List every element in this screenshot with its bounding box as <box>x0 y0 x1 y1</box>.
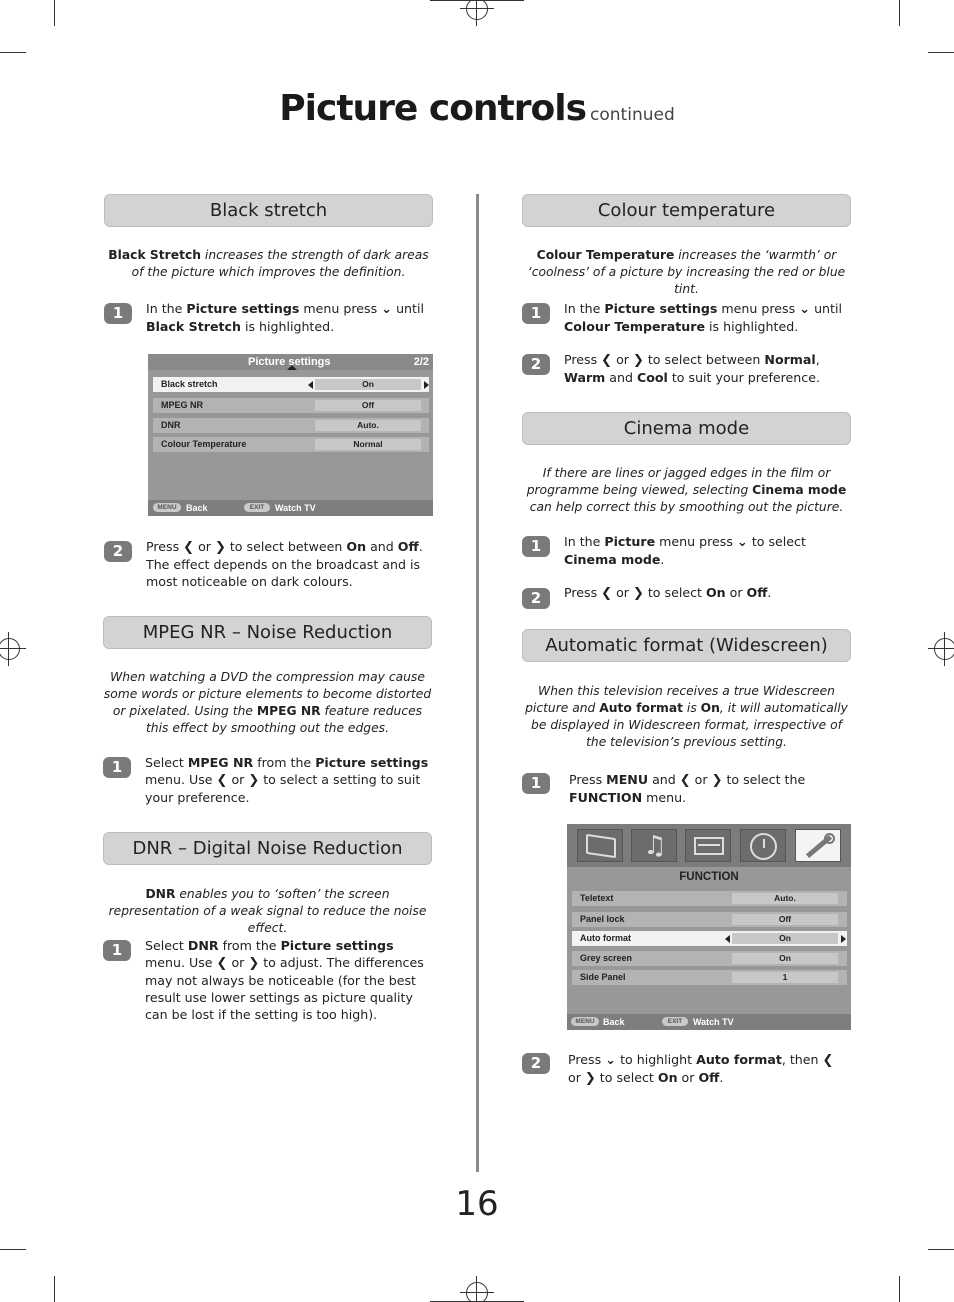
page-title <box>0 88 954 129</box>
crop-mark <box>54 1276 55 1302</box>
right-arrow-icon: ❯ <box>632 353 644 368</box>
registration-mark <box>460 0 494 26</box>
page-number: 16 <box>455 1184 499 1224</box>
left-arrow-icon: ❮ <box>679 773 691 788</box>
auto-format-intro: When this television receives a true Widescreen picture and Auto format is On, it will automatically be displayed in Widescreen format, irrespective of the television’s previous setting. <box>525 684 848 749</box>
screen-page-indicator: 2/2 <box>413 356 429 368</box>
exit-key: EXIT <box>662 1017 688 1026</box>
picture-settings-screen <box>148 354 433 516</box>
menu-row-panel-lock[interactable]: Panel lock Off <box>572 912 847 927</box>
auto-format-step-1: Press MENU and ❮ or ❯ to select the FUNCTION menu. <box>569 772 806 805</box>
watch-tv-label: Watch TV <box>275 503 316 513</box>
registration-mark <box>0 632 26 666</box>
function-icon[interactable] <box>795 829 841 862</box>
crop-mark <box>0 52 26 53</box>
intro-text: increases the strength of dark areas of the picture which improves the definition. <box>131 248 429 279</box>
right-arrow-icon: ❯ <box>584 1071 596 1086</box>
cinema-mode-step-2: Press ❮ or ❯ to select On or Off. <box>564 585 772 601</box>
function-menu-screen <box>567 824 851 1030</box>
dnr-intro: DNR enables you to ‘soften’ the screen representation of a weak signal to reduce the noise effect. <box>108 887 427 935</box>
black-stretch-step-1: In the Picture settings menu press ⌄ until Black Stretch is highlighted. <box>146 301 424 334</box>
crop-mark <box>0 1249 26 1250</box>
down-arrow-icon: ⌄ <box>736 535 748 550</box>
mpeg-nr-heading: MPEG NR – Noise Reduction <box>103 616 432 649</box>
menu-row-teletext[interactable]: Teletext Auto. <box>572 891 847 906</box>
screen-footer <box>148 500 433 516</box>
dnr-heading: DNR – Digital Noise Reduction <box>103 832 432 865</box>
screen-title: Picture settings <box>248 356 331 368</box>
crop-mark <box>928 1249 954 1250</box>
left-arrow-icon: ❮ <box>216 956 228 971</box>
crop-mark <box>928 52 954 53</box>
black-stretch-step-2: Press ❮ or ❯ to select between On and Off. The effect depends on the broadcast and is most noticeable on dark colours. <box>146 539 423 589</box>
picture-icon[interactable] <box>577 829 623 862</box>
step-number-badge: 1 <box>522 773 550 794</box>
mpeg-nr-intro: When watching a DVD the compression may cause some words or picture elements to become distorted or pixelated. Using the MPEG NR feature reduces this effect by smoothing out the edges. <box>103 670 432 735</box>
black-stretch-heading: Black stretch <box>104 194 433 227</box>
right-arrow-icon: ❯ <box>632 586 644 601</box>
step-number-badge: 1 <box>104 303 132 324</box>
menu-row-dnr[interactable]: DNR Auto. <box>153 418 429 433</box>
left-arrow-icon <box>725 935 730 943</box>
watch-tv-label: Watch TV <box>693 1017 734 1027</box>
registration-mark <box>928 632 954 666</box>
right-arrow-icon: ❯ <box>214 540 226 555</box>
down-arrow-icon: ⌄ <box>605 1053 617 1068</box>
step-number-badge: 2 <box>522 588 550 609</box>
right-arrow-icon <box>841 935 846 943</box>
intro-bold: Black Stretch <box>108 248 201 262</box>
crop-mark <box>899 0 900 26</box>
colour-temperature-intro: Colour Temperature increases the ‘warmth’ or ‘coolness’ of a picture by increasing the red or blue tint. <box>527 248 846 296</box>
cinema-mode-intro: If there are lines or jagged edges in the film or programme being viewed, selecting Cinema mode can help correct this by smoothing out the picture. <box>526 466 847 514</box>
menu-row-colour-temperature[interactable]: Colour Temperature Normal <box>153 437 429 452</box>
cinema-mode-heading: Cinema mode <box>522 412 851 445</box>
page-title-suffix: continued <box>590 105 675 125</box>
menu-key: MENU <box>571 1017 599 1026</box>
left-arrow-icon: ❮ <box>601 586 613 601</box>
mpeg-nr-step-1: Select MPEG NR from the Picture settings menu. Use ❮ or ❯ to select a setting to suit your preference. <box>145 755 429 805</box>
right-arrow-icon: ❯ <box>248 956 260 971</box>
crop-mark <box>899 1276 900 1302</box>
up-arrow-icon <box>287 365 297 370</box>
cinema-mode-step-1: In the Picture menu press ⌄ to select Cinema mode. <box>564 534 806 567</box>
registration-mark <box>460 1276 494 1302</box>
left-arrow-icon: ❮ <box>216 773 228 788</box>
setup-icon[interactable] <box>685 829 731 862</box>
menu-row-grey-screen[interactable]: Grey screen On <box>572 951 847 966</box>
step-number-badge: 1 <box>103 940 131 961</box>
step-number-badge: 1 <box>103 757 131 778</box>
menu-row-side-panel[interactable]: Side Panel 1 <box>572 970 847 985</box>
step-number-badge: 1 <box>522 536 550 557</box>
exit-key: EXIT <box>244 503 270 512</box>
back-label: Back <box>603 1017 625 1027</box>
left-arrow-icon: ❮ <box>183 540 195 555</box>
sound-icon[interactable]: ♫ <box>631 829 677 862</box>
colour-temperature-heading: Colour temperature <box>522 194 851 227</box>
left-arrow-icon: ❮ <box>601 353 613 368</box>
menu-row-auto-format[interactable]: Auto format On <box>572 931 847 946</box>
step-number-badge: 2 <box>522 354 550 375</box>
page-title-text: Picture controls <box>279 88 587 129</box>
auto-format-step-2: Press ⌄ to highlight Auto format, then ❮ or ❯ to select On or Off. <box>568 1052 834 1086</box>
right-arrow-icon: ❯ <box>248 773 260 788</box>
right-arrow-icon: ❯ <box>711 773 723 788</box>
menu-row-mpeg-nr[interactable]: MPEG NR Off <box>153 398 429 413</box>
colour-temperature-step-1: In the Picture settings menu press ⌄ until Colour Temperature is highlighted. <box>564 301 842 334</box>
dnr-step-1: Select DNR from the Picture settings menu. Use ❮ or ❯ to adjust. The differences may not always be noticeable (for the best result use lower settings as picture quality can be lost if the setting is too high). <box>145 938 424 1022</box>
auto-format-heading: Automatic format (Widescreen) <box>522 629 851 662</box>
timer-icon[interactable] <box>740 829 786 862</box>
crop-mark <box>54 0 55 26</box>
down-arrow-icon: ⌄ <box>381 302 393 317</box>
down-arrow-icon: ⌄ <box>799 302 811 317</box>
menu-row-black-stretch[interactable]: Black stretch On <box>153 377 429 392</box>
menu-tab-bar <box>567 824 851 867</box>
step-number-badge: 1 <box>522 303 550 324</box>
left-arrow-icon <box>308 381 313 389</box>
left-arrow-icon: ❮ <box>822 1053 834 1068</box>
screen-footer <box>567 1014 851 1030</box>
step-number-badge: 2 <box>522 1053 550 1074</box>
right-arrow-icon <box>424 381 429 389</box>
black-stretch-intro <box>104 247 433 281</box>
column-divider <box>476 194 479 1172</box>
function-screen-title: FUNCTION <box>679 871 739 883</box>
step-number-badge: 2 <box>104 541 132 562</box>
back-label: Back <box>186 503 208 513</box>
screen-header <box>148 354 433 370</box>
menu-key: MENU <box>153 503 181 512</box>
colour-temperature-step-2: Press ❮ or ❯ to select between Normal, Warm and Cool to suit your preference. <box>564 352 820 385</box>
